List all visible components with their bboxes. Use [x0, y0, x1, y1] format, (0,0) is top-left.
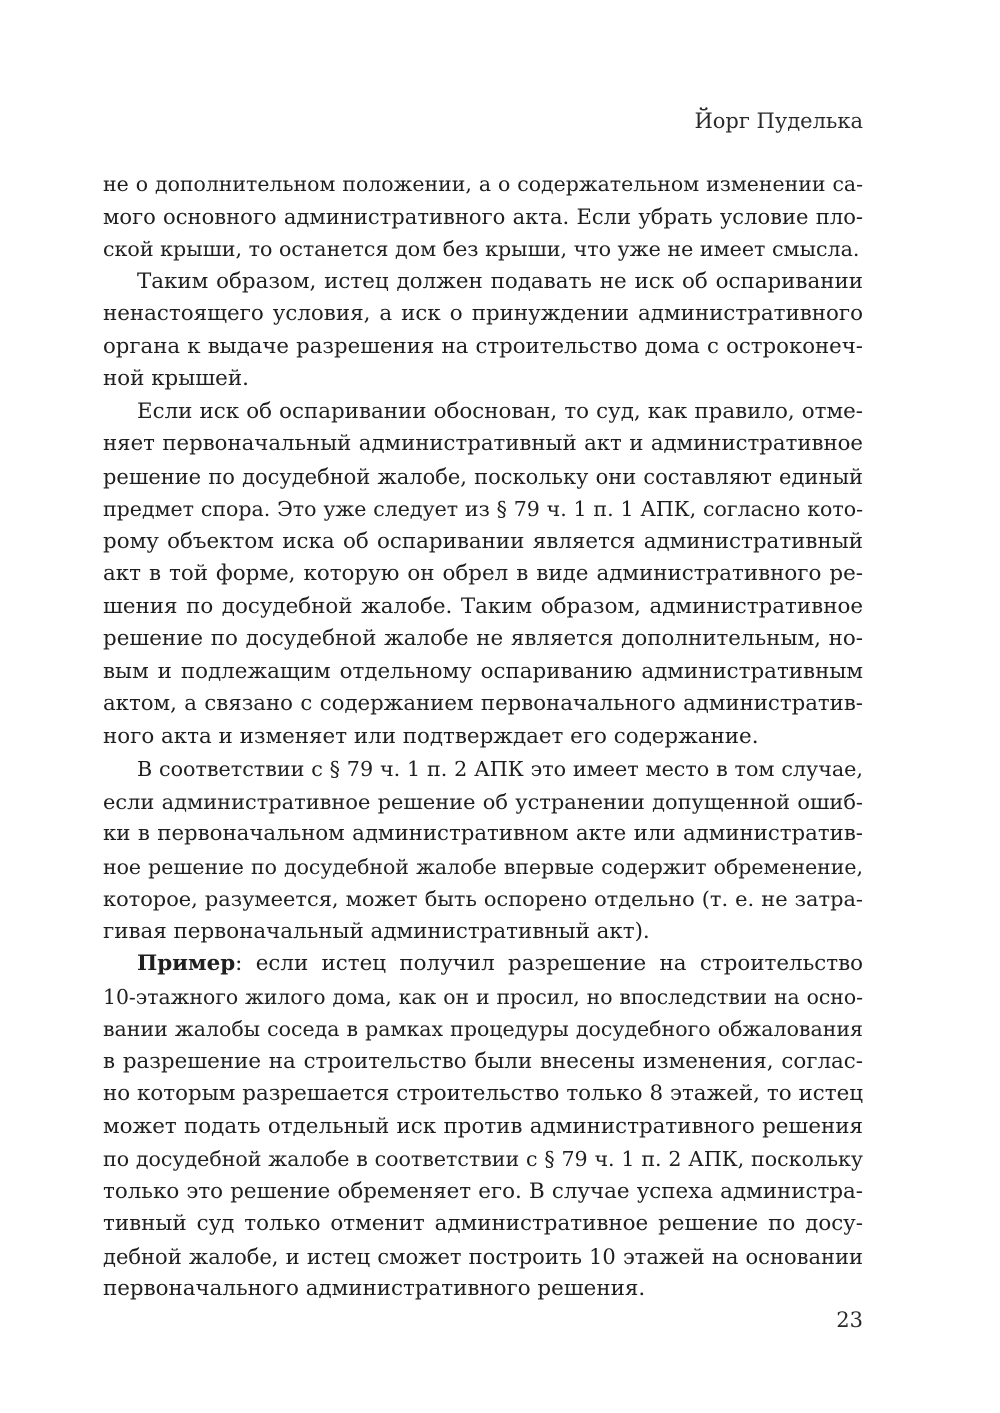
text-line: няет первоначальный административный акт и административное [103, 431, 863, 456]
text-line [103, 948, 863, 981]
text-line: предмет спора. Это уже следует из § 79 ч. 1 п. 1 АПК, согласно кото- [103, 497, 863, 521]
example-lead-text: : если истец получил разрешение на строительство [235, 951, 863, 976]
text-line: в разрешение на строительство были внесены изменения, соглас- [103, 1048, 863, 1074]
text-line: тивный суд только отменит административное решение по досу- [103, 1211, 863, 1236]
example-paragraph [103, 948, 863, 1306]
text-line: первоначального административного решения. [103, 1276, 646, 1301]
text-line: решение по досудебной жалобе, поскольку они составляют единый [103, 464, 863, 489]
text-line: вании жалобы соседа в рамках процедуры досудебного обжалования [103, 1017, 863, 1041]
text-line: ской крыши, то останется дом без крыши, что уже не имеет смысла. [103, 237, 860, 261]
example-label: Пример [137, 951, 236, 976]
text-line: вым и подлежащим отдельному оспариванию административным [103, 658, 863, 684]
text-line: 10-этажного жилого дома, как он и просил, но впоследствии на осно- [103, 984, 863, 1009]
text-line: Если иск об оспаривании обоснован, то суд, как правило, отме- [137, 398, 863, 424]
text-line: решение по досудебной жалобе не является дополнительным, но- [103, 626, 863, 651]
text-line: акт в той форме, которую он обрел в виде административного ре- [103, 561, 863, 586]
body-text [103, 168, 863, 1306]
text-line: мого основного административного акта. Если убрать условие пло- [103, 203, 863, 229]
text-line: не о дополнительном положении, а о содержательном изменении са- [103, 172, 863, 196]
running-head-author: Йорг Пуделька [694, 109, 863, 133]
text-line: гивая первоначальный административный акт). [103, 918, 650, 944]
paragraph [103, 266, 863, 396]
text-line: ки в первоначальном административном акте или административ- [103, 821, 863, 846]
text-line: В соответствии с § 79 ч. 1 п. 2 АПК это имеет место в том случае, [137, 757, 863, 781]
text-line: если административное решение об устранении допущенной ошиб- [103, 789, 863, 814]
text-line: может подать отдельный иск против административного решения [103, 1113, 863, 1139]
text-line: по досудебной жалобе в соответствии с § 79 ч. 1 п. 2 АПК, поскольку [103, 1147, 863, 1171]
text-line: дебной жалобе, и истец сможет построить 10 этажей на основании [103, 1243, 863, 1269]
text-line: Таким образом, истец должен подавать не иск об оспаривании [137, 268, 863, 294]
text-line: органа к выдаче разрешения на строительство дома с остроконеч- [103, 333, 863, 359]
text-line: рому объектом иска об оспаривании является административный [103, 528, 863, 554]
text-line: ненастоящего условия, а иск о принуждении административного [103, 301, 863, 326]
text-line: ной крышей. [103, 366, 249, 391]
text-line: которое, разумеется, может быть оспорено отдельно (т. е. не затра- [103, 887, 863, 911]
paragraph [103, 753, 863, 948]
text-line: ное решение по досудебной жалобе впервые содержит обременение, [103, 854, 863, 879]
paragraph [103, 396, 863, 754]
text-line: но которым разрешается строительство только 8 этажей, то истец [103, 1081, 863, 1106]
text-line: актом, а связано с содержанием первоначального административ- [103, 691, 863, 716]
page-number: 23 [836, 1308, 863, 1332]
text-line: шения по досудебной жалобе. Таким образом, административное [103, 593, 863, 619]
text-line: только это решение обременяет его. В случае успеха администра- [103, 1178, 863, 1204]
text-line: ного акта и изменяет или подтверждает его содержание. [103, 723, 759, 749]
paragraph [103, 168, 863, 266]
